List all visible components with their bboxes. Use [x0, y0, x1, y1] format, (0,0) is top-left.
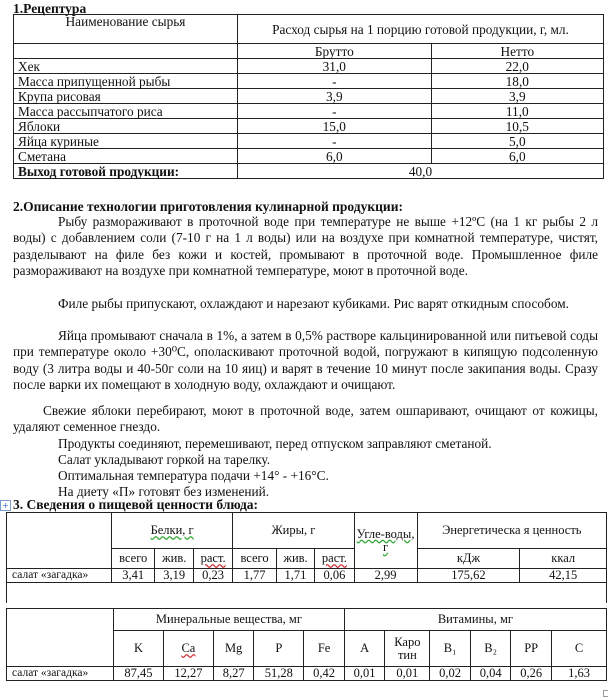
- paragraph-fish: Рыбу размораживают в проточной воде при температуре не выше +12ºС (на 1 кг рыбы 2 л воды) с добавлением соли (7-10 г на 1 л воды) или на воздухе при комнатной температуре, чистят, разделывают на филе без кожи и костей, промывают в проточной воде. Промышленное филе размораживают на воздухе при комнатной температуре, моют в проточной воде.: [13, 214, 598, 278]
- brutto-value: 3,9: [238, 89, 432, 104]
- value-cell: 0,02: [430, 667, 471, 681]
- value-cell: 0,26: [511, 667, 552, 681]
- section-1-title: 1.Рецептура: [13, 1, 87, 16]
- table-row: [14, 149, 604, 164]
- ingredient-name: Яблоки: [14, 119, 238, 134]
- section-2-title: 2.Описание технологии приготовления кулинарной продукции:: [13, 199, 403, 214]
- col-header: C: [552, 631, 607, 667]
- value-cell: 0,01: [344, 667, 385, 681]
- sub-header: всего: [233, 549, 276, 569]
- value-cell: 175,62: [417, 569, 520, 583]
- line-diet: На диету «П» готовят без изменений.: [58, 484, 270, 499]
- empty-row: [7, 583, 607, 603]
- value-cell: 87,45: [114, 667, 164, 681]
- table-row: [14, 104, 604, 119]
- move-table-icon[interactable]: +: [0, 500, 11, 511]
- col-header: Mg: [213, 631, 254, 667]
- value-cell: 2,99: [354, 569, 417, 583]
- kcal-header: ккал: [520, 549, 607, 569]
- brutto-value: 15,0: [238, 119, 432, 134]
- value-cell: 0,01: [385, 667, 430, 681]
- netto-value: 5,0: [431, 134, 603, 149]
- header-consumption: Расход сырья на 1 порцию готовой продукции, г, мл.: [238, 15, 604, 44]
- table-row: [14, 134, 604, 149]
- energy-header: Энергетическа я ценность: [417, 513, 606, 549]
- value-cell: 8,27: [213, 667, 254, 681]
- col-header: B₁: [430, 631, 471, 667]
- proteins-header: Белки, г: [112, 513, 233, 549]
- value-cell: 12,27: [163, 667, 213, 681]
- paragraph-eggs: Яйца промывают сначала в 1%, а затем в 0,5% растворе кальцинированной или питьевой соды при температуре около +30⁰С, ополаскивают проточной водой, погружают в кипящую подсоленную воду (3 литра воды и 40-50г соли на 10 яиц) и варят в течение 10 минут после закипания воды. Сразу после варки их помещают в холодную воду, охлаждают и очищают.: [13, 328, 598, 392]
- sub-header: всего: [112, 549, 155, 569]
- empty-header: [7, 609, 114, 667]
- col-header: Ca: [163, 631, 213, 667]
- netto-value: 10,5: [431, 119, 603, 134]
- line-combine: Продукты соединяют, перемешивают, перед отпуском заправляют сметаной.: [58, 436, 492, 451]
- value-cell: 3,41: [112, 569, 155, 583]
- sub-header: жив.: [155, 549, 193, 569]
- header-name: Наименование сырья: [14, 15, 238, 44]
- fats-header: Жиры, г: [233, 513, 354, 549]
- netto-value: 3,9: [431, 89, 603, 104]
- value-cell: 0,04: [470, 667, 511, 681]
- col-header: B₂: [470, 631, 511, 667]
- value-cell: 1,71: [276, 569, 314, 583]
- paragraph-rice: Филе рыбы припускают, охлаждают и нарезают кубиками. Рис варят откидным способом.: [58, 296, 569, 311]
- table-row: [14, 74, 604, 89]
- value-cell: 51,28: [254, 667, 304, 681]
- header-brutto: Брутто: [238, 44, 432, 59]
- ingredient-name: Масса припущенной рыбы: [14, 74, 238, 89]
- minerals-vitamins-table: [6, 608, 607, 681]
- col-header: Fe: [304, 631, 345, 667]
- col-header: K: [114, 631, 164, 667]
- ingredient-name: Яйца куриные: [14, 134, 238, 149]
- brutto-value: -: [238, 74, 432, 89]
- table-row: [14, 59, 604, 74]
- minerals-header: Минеральные вещества, мг: [114, 609, 345, 631]
- netto-value: 11,0: [431, 104, 603, 119]
- output-row: [14, 164, 604, 179]
- table-row: [7, 569, 607, 583]
- empty-header: [7, 513, 112, 569]
- value-cell: 42,15: [520, 569, 607, 583]
- brutto-value: -: [238, 134, 432, 149]
- sub-header: жив.: [276, 549, 314, 569]
- brutto-value: 31,0: [238, 59, 432, 74]
- col-header: Каро тин: [385, 631, 430, 667]
- output-value: 40,0: [238, 164, 604, 179]
- output-label: Выход готовой продукции:: [14, 164, 238, 179]
- netto-value: 18,0: [431, 74, 603, 89]
- col-header: P: [254, 631, 304, 667]
- kj-header: кДж: [417, 549, 520, 569]
- netto-value: 22,0: [431, 59, 603, 74]
- line-temperature: Оптимальная температура подачи +14° - +16°С.: [58, 468, 329, 483]
- value-cell: 3,19: [155, 569, 193, 583]
- sub-header: раст.: [193, 549, 232, 569]
- ingredient-name: Крупа рисовая: [14, 89, 238, 104]
- netto-value: 6,0: [431, 149, 603, 164]
- value-cell: 1,63: [552, 667, 607, 681]
- table-row: [14, 89, 604, 104]
- recipe-table: [13, 14, 604, 179]
- brutto-value: -: [238, 104, 432, 119]
- dish-name: салат «загадка»: [7, 667, 114, 681]
- nutrition-table: [6, 512, 607, 603]
- table-resize-handle[interactable]: [603, 690, 608, 697]
- vitamins-header: Витамины, мг: [344, 609, 606, 631]
- table-row: [14, 119, 604, 134]
- sub-header: раст.: [315, 549, 354, 569]
- ingredient-name: Хек: [14, 59, 238, 74]
- paragraph-apples: Свежие яблоки перебирают, моют в проточной воде, затем ошпаривают, очищают от кожицы, удаляют семенное гнездо.: [13, 403, 598, 435]
- brutto-value: 6,0: [238, 149, 432, 164]
- ingredient-name: Сметана: [14, 149, 238, 164]
- col-header: A: [344, 631, 385, 667]
- section-3-title: 3. Сведения о пищевой ценности блюда:: [13, 497, 259, 512]
- value-cell: 0,06: [315, 569, 354, 583]
- table-row: [7, 667, 607, 681]
- dish-name: салат «загадка»: [7, 569, 112, 583]
- col-header: PP: [511, 631, 552, 667]
- ingredient-name: Масса рассыпчатого риса: [14, 104, 238, 119]
- line-serve: Салат укладывают горкой на тарелку.: [58, 452, 271, 467]
- value-cell: 1,77: [233, 569, 276, 583]
- carbs-header: Угле-воды, г: [354, 513, 417, 569]
- value-cell: 0,23: [193, 569, 232, 583]
- header-netto: Нетто: [431, 44, 603, 59]
- value-cell: 0,42: [304, 667, 345, 681]
